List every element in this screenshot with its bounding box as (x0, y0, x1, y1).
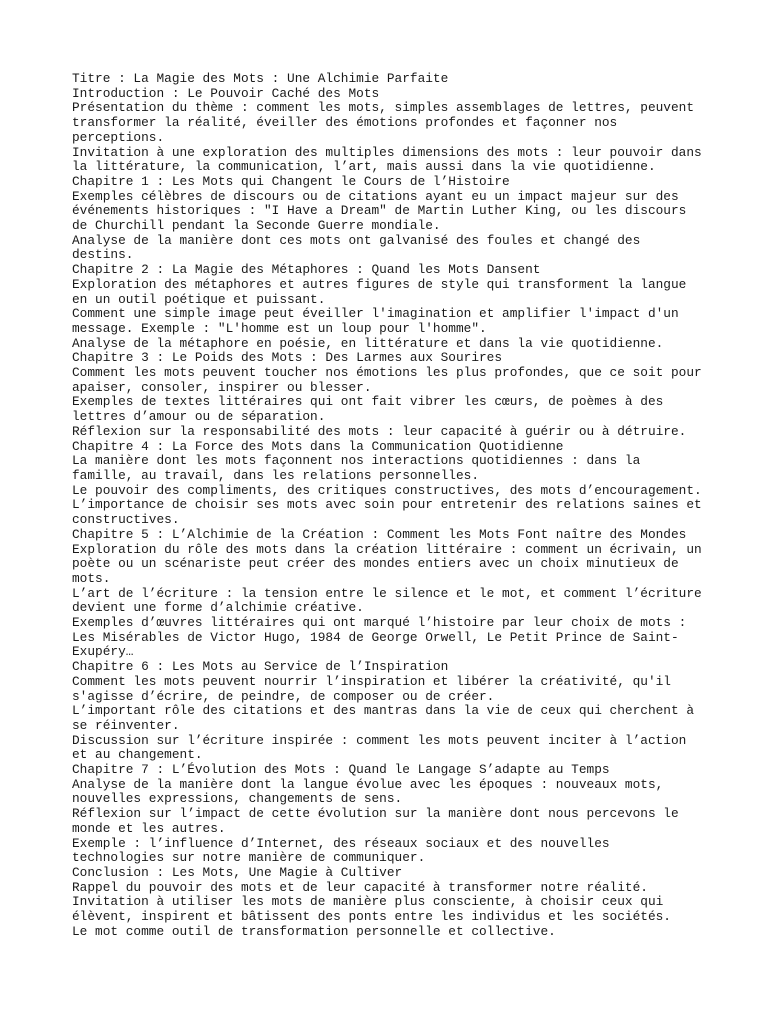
paragraph: Comment une simple image peut éveiller l'imagination et amplifier l'impact d'un message. Exemple : "L'homme est un loup pour l'homme". (72, 306, 679, 336)
document-page (72, 72, 702, 939)
chapter-heading: Chapitre 1 : Les Mots qui Changent le Cours de l’Histoire (72, 173, 510, 189)
paragraph: Réflexion sur l’impact de cette évolution sur la manière dont nous percevons le monde et les autres. (72, 806, 679, 836)
paragraph: Exploration des métaphores et autres figures de style qui transforment la langue en un outil poétique et puissant. (72, 276, 687, 307)
paragraph: Le mot comme outil de transformation personnelle et collective. (72, 923, 556, 939)
chapter-heading: Chapitre 7 : L’Évolution des Mots : Quand le Langage S’adapte au Temps (72, 762, 610, 778)
paragraph: Invitation à une exploration des multiples dimensions des mots : leur pouvoir dans la littérature, la communication, l’art, mais aussi dans la vie quotidienne. (72, 144, 702, 175)
paragraph: Exemples célèbres de discours ou de citations ayant eu un impact majeur sur des événements historiques : "I Have a Dream" de Martin Luther King, ou les discours de Churchill pendant la Seconde Guerre mondiale. (72, 188, 687, 234)
paragraph: Comment les mots peuvent toucher nos émotions les plus profondes, que ce soit pour apaiser, consoler, inspirer ou blesser. (72, 365, 702, 395)
chapter-heading: Chapitre 2 : La Magie des Métaphores : Quand les Mots Dansent (72, 262, 541, 278)
paragraph: Réflexion sur la responsabilité des mots : leur capacité à guérir ou à détruire. (72, 423, 687, 439)
chapter-heading: Chapitre 5 : L’Alchimie de la Création : Comment les Mots Font naître des Mondes (72, 526, 687, 542)
paragraph: Le pouvoir des compliments, des critiques constructives, des mots d’encouragement. (72, 482, 702, 498)
paragraph: L’importance de choisir ses mots avec soin pour entretenir des relations saines et constructives. (72, 497, 702, 528)
paragraph: Exemples d’œuvres littéraires qui ont marqué l’histoire par leur choix de mots : Les Misérables de Victor Hugo, 1984 de George Orwell, Le Petit Prince de Saint-Exupéry… (72, 615, 687, 660)
paragraph: La manière dont les mots façonnent nos interactions quotidiennes : dans la famille, au travail, dans les relations personnelles. (72, 453, 641, 483)
paragraph: Exploration du rôle des mots dans la création littéraire : comment un écrivain, un poète ou un scénariste peut créer des mondes entiers avec un choix minutieux de mots. (72, 541, 702, 586)
paragraph: Exemples de textes littéraires qui ont fait vibrer les cœurs, de poèmes à des lettres d’amour ou de séparation. (72, 394, 664, 425)
section-heading: Introduction : Le Pouvoir Caché des Mots (72, 85, 380, 101)
paragraph: Présentation du thème : comment les mots, simples assemblages de lettres, peuvent transformer la réalité, éveiller des émotions profondes et façonner nos perceptions. (72, 100, 695, 145)
document-title: Titre : La Magie des Mots : Une Alchimie Parfaite (72, 71, 449, 86)
paragraph: Exemple : l’influence d’Internet, des réseaux sociaux et des nouvelles technologies sur notre manière de communiquer. (72, 835, 610, 866)
chapter-heading: Chapitre 6 : Les Mots au Service de l’Inspiration (72, 659, 449, 675)
paragraph: Invitation à utiliser les mots de manière plus consciente, à choisir ceux qui élèvent, inspirent et bâtissent des ponts entre les individus et les sociétés. (72, 894, 671, 925)
paragraph: Discussion sur l’écriture inspirée : comment les mots peuvent inciter à l’action et au changement. (72, 732, 687, 763)
paragraph: L’art de l’écriture : la tension entre le silence et le mot, et comment l’écriture devient une forme d’alchimie créative. (72, 585, 702, 616)
paragraph: Rappel du pouvoir des mots et de leur capacité à transformer notre réalité. (72, 879, 648, 895)
paragraph: Analyse de la manière dont ces mots ont galvanisé des foules et changé des destins. (72, 232, 641, 263)
paragraph: Analyse de la métaphore en poésie, en littérature et dans la vie quotidienne. (72, 335, 664, 351)
paragraph: Analyse de la manière dont la langue évolue avec les époques : nouveaux mots, nouvelles expressions, changements de sens. (72, 776, 664, 807)
paragraph: L’important rôle des citations et des mantras dans la vie de ceux qui cherchent à se réinventer. (72, 703, 695, 733)
chapter-heading: Chapitre 3 : Le Poids des Mots : Des Larmes aux Sourires (72, 350, 503, 366)
section-heading: Conclusion : Les Mots, Une Magie à Cultiver (72, 864, 403, 880)
chapter-heading: Chapitre 4 : La Force des Mots dans la Communication Quotidienne (72, 438, 564, 454)
paragraph: Comment les mots peuvent nourrir l’inspiration et libérer la créativité, qu'il s'agisse d’écrire, de peindre, de composer ou de créer. (72, 673, 671, 704)
